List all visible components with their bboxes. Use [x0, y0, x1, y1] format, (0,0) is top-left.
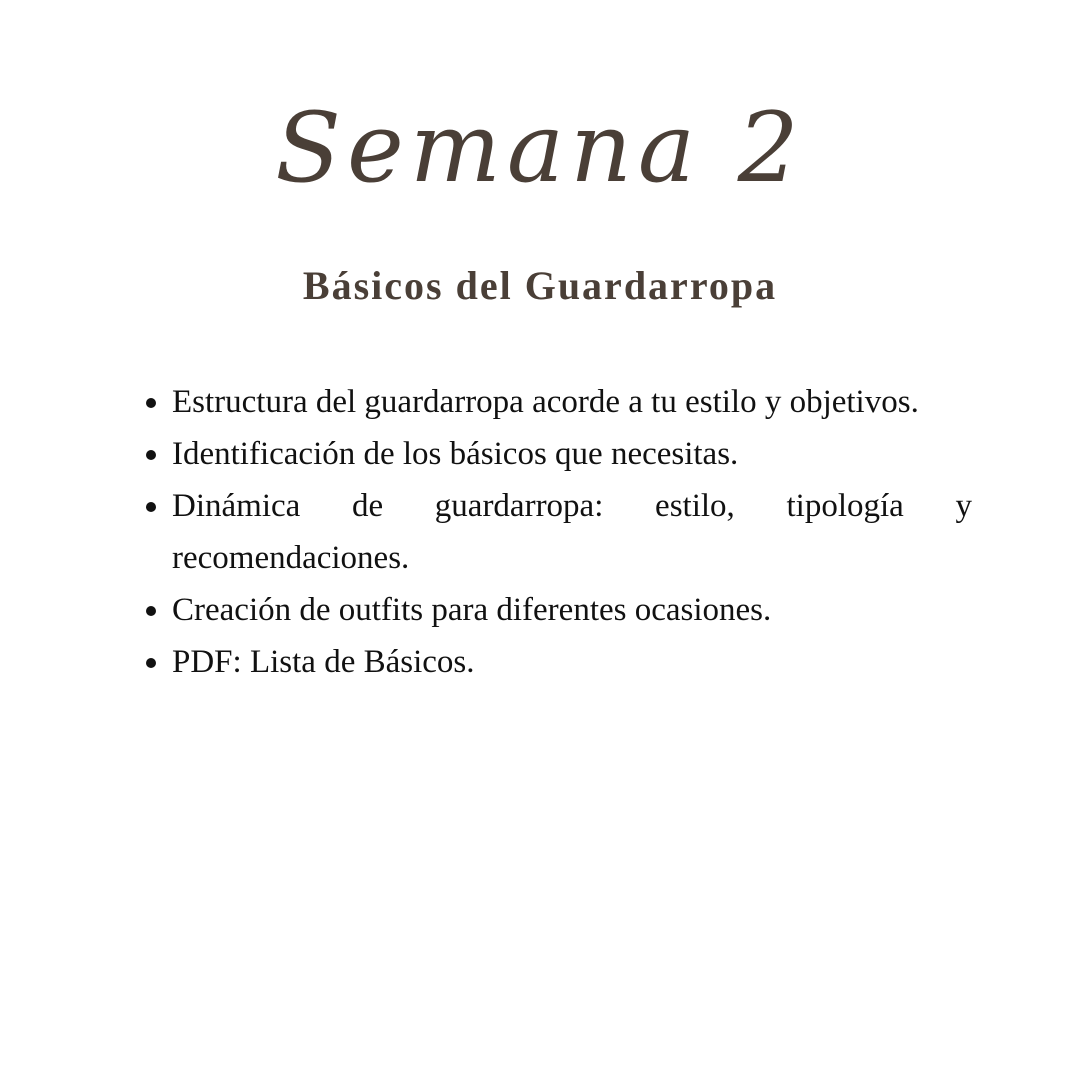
bullet-icon [146, 450, 156, 460]
list-item-text: Identificación de los básicos que necesitas. [172, 436, 739, 472]
list-item-text: Estructura del guardarropa acorde a tu estilo y objetivos. [172, 384, 919, 420]
list-item-text: Creación de outfits para diferentes ocasiones. [172, 592, 772, 628]
list-item [140, 376, 972, 428]
bullet-icon [146, 658, 156, 668]
topic-list [140, 376, 972, 688]
list-item [140, 480, 972, 584]
bullet-icon [146, 398, 156, 408]
week-title: Semana 2 [275, 92, 805, 204]
list-item [140, 584, 972, 636]
list-item-text: Dinámica de guardarropa: estilo, tipología y recomendaciones. [172, 488, 972, 576]
section-subtitle: Básicos del Guardarropa [302, 263, 778, 308]
list-item [140, 636, 972, 688]
list-item-text: PDF: Lista de Básicos. [172, 644, 475, 680]
bullet-icon [146, 606, 156, 616]
list-item [140, 428, 972, 480]
bullet-icon [146, 502, 156, 512]
